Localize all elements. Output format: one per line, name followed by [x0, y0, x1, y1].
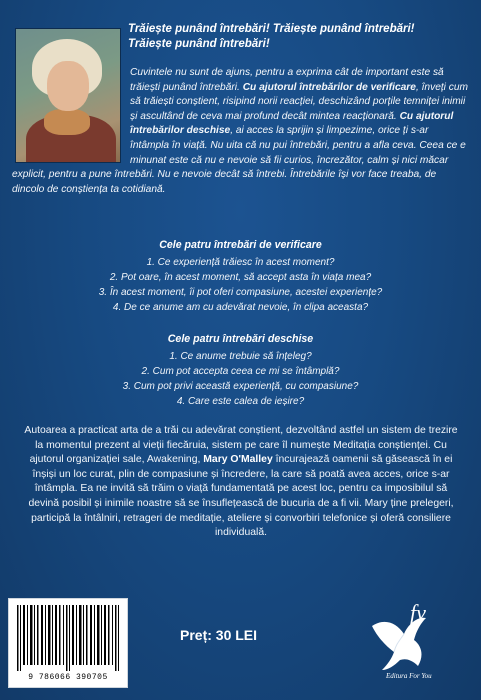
verification-item: 3. În acest moment, îi pot oferi compasiune, acestei experiențe?	[98, 287, 383, 298]
verification-title: Cele patru întrebări de verificare	[159, 239, 322, 251]
barcode-icon	[15, 605, 121, 671]
intro-text-3: , ai acces la sprijin și limpezime, orice ți s-ar întâmpla în viață. Nu uita că nu pui întrebări, pentru a afla ceva. Ceea ce e minunat este că nu e nevoie să fii curios, încrezător, calm și nici măcar explicit, pentru a pune întrebări. Nu e nevoie decât să întrebi. Întrebările își vor face treaba, de dincolo de conștiența ta cotidiană.	[12, 125, 466, 195]
verification-item: 2. Pot oare, în acest moment, să accept asta în viața mea?	[109, 272, 372, 283]
isbn-number: 9 786066 390705	[28, 673, 108, 682]
open-item: 1. Ce anume trebuie să înțeleg?	[169, 351, 312, 362]
price-label: Preț: 30 LEI	[180, 627, 258, 643]
intro-bold-1: Cu ajutorul întrebărilor de verificare	[242, 81, 416, 93]
header-tagline	[128, 22, 468, 52]
tagline-line-2: Trăiește punând întrebări!	[128, 38, 270, 50]
publisher-name: Editura For You	[386, 672, 432, 680]
open-item: 4. Care este calea de ieșire?	[176, 396, 305, 407]
intro-bold-2: Cu ajutorul întrebărilor deschise	[130, 110, 454, 137]
open-title: Cele patru întrebări deschise	[167, 333, 314, 345]
open-questions	[0, 332, 481, 409]
author-name: Mary O'Malley	[203, 454, 273, 466]
bio-text-2: încurajează oamenii să găsească în ei înșiși un loc curat, plin de compasiune și încredere, la care să poată avea acces, orice s-ar întâmpla. Ea ne invită să trăim o viață fundamentată pe acest loc, pentru ca imposibilul să devină posibil și inimile noastre să se însuflețească de bucuria de a fi vii. Mary ține prelegeri, participă la întâlniri, retrageri de meditație, ateliere și convorbiri telefonice și oferă consiliere individuală.	[28, 454, 454, 539]
tagline-line-1: Trăiește punând întrebări! Trăiește punând întrebări!	[128, 23, 415, 35]
open-item: 2. Cum pot accepta ceea ce mi se întâmplă?	[141, 366, 340, 377]
verification-item: 1. Ce experiență trăiesc în acest moment?	[146, 257, 335, 268]
publisher-mark: fy	[410, 600, 426, 625]
verification-item: 4. De ce anume am cu adevărat nevoie, în clipa aceasta?	[112, 302, 369, 313]
intro-text-1: Cuvintele nu sunt de ajuns, pentru a exprima cât de important este să trăiești punând întrebări.	[130, 67, 444, 93]
open-item: 3. Cum pot privi această experiență, cu compasiune?	[122, 381, 359, 392]
intro-text-2: , înveți cum să trăiești conștient, risipind norii reacției, deschizând porțile temniței inimii și ascultând de ceva mai profund decât mintea reacționară.	[130, 81, 469, 122]
author-bio	[20, 424, 462, 541]
isbn-barcode	[8, 598, 128, 688]
bio-text-1: Autoarea a practicat arta de a trăi cu adevărat conștient, dezvoltând astfel un sistem de trezire la momentul prezent al vieții fiecăruia, sistem pe care îl numește Meditația conștienței. Cu ajutorul organizației sale, Awakening,	[24, 425, 458, 466]
verification-questions	[0, 238, 481, 315]
intro-paragraph	[12, 66, 470, 197]
